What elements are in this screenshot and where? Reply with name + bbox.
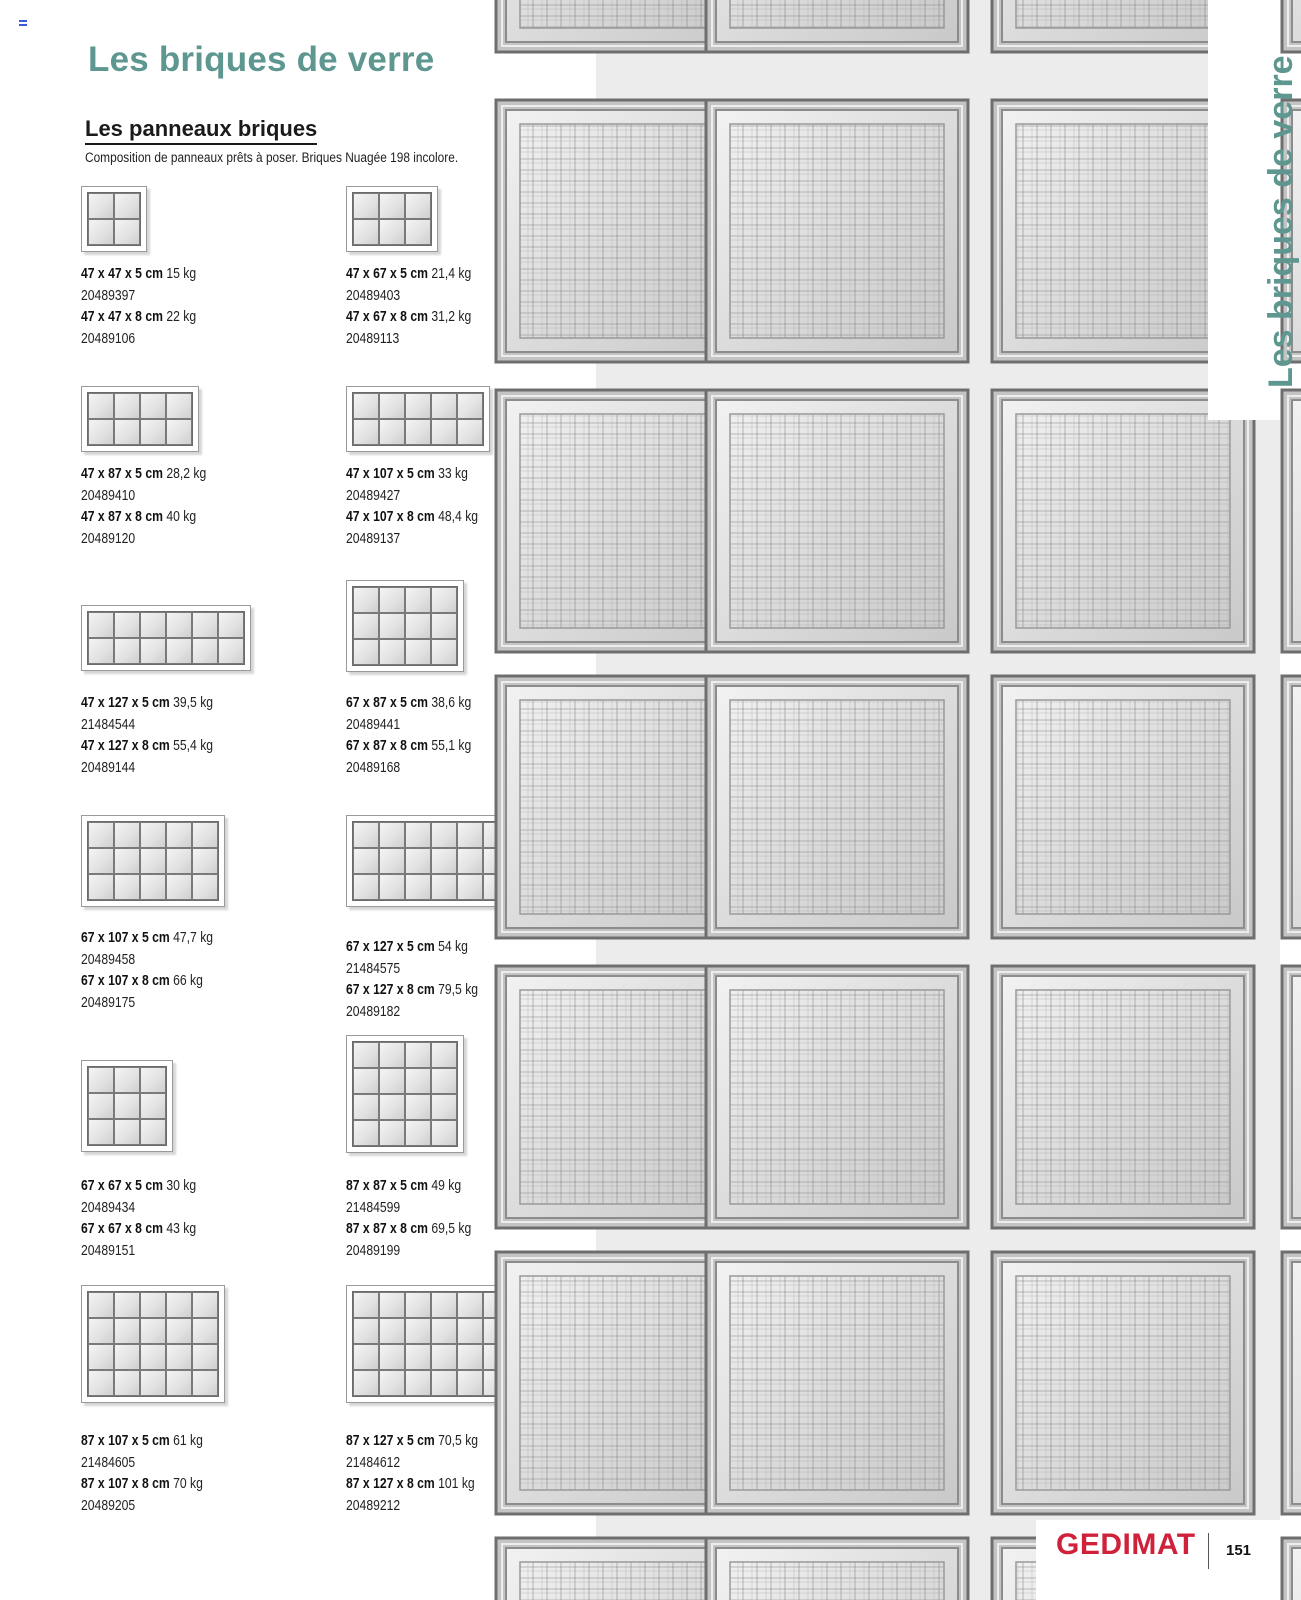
spec-reference: 20489106	[81, 330, 136, 347]
brick-cell	[166, 393, 192, 419]
brick-cell	[88, 219, 114, 245]
brick-cell	[353, 639, 379, 665]
brick-cell	[192, 1318, 218, 1344]
spec-dimensions: 47 x 87 x 5 cm	[81, 466, 163, 482]
spec-dimensions: 87 x 127 x 8 cm	[346, 1476, 435, 1492]
brick-cell	[353, 1120, 379, 1146]
brick-panel-diagram	[81, 386, 199, 452]
spec-dimensions: 87 x 127 x 5 cm	[346, 1433, 435, 1449]
spec-weight: 49 kg	[431, 1178, 462, 1194]
product-specs	[346, 937, 503, 1023]
product-specs	[346, 1431, 503, 1517]
brick-cell	[405, 1042, 431, 1068]
spec-size-weight	[81, 264, 196, 286]
spec-size-weight	[346, 1176, 471, 1198]
brick-cell	[431, 1120, 457, 1146]
brick-cell	[405, 1094, 431, 1120]
brick-cell	[114, 1344, 140, 1370]
brick-cell	[431, 874, 457, 900]
brick-cell	[192, 612, 218, 638]
brick-cell	[405, 874, 431, 900]
brick-cell	[218, 638, 244, 664]
brick-cell	[166, 419, 192, 445]
brick-panel-diagram	[346, 1285, 516, 1403]
brick-cell	[140, 1370, 166, 1396]
spec-dimensions: 67 x 87 x 8 cm	[346, 738, 428, 754]
spec-dimensions: 67 x 67 x 8 cm	[81, 1221, 163, 1237]
brick-cell	[114, 419, 140, 445]
brick-cell	[405, 393, 431, 419]
brick-cell	[405, 193, 431, 219]
corner-mark	[19, 20, 27, 26]
brick-cell	[353, 1370, 379, 1396]
product-specs	[346, 464, 503, 550]
brick-cell	[114, 219, 140, 245]
spec-size-weight	[346, 1219, 471, 1241]
spec-size-weight	[346, 464, 478, 486]
spec-size-weight	[81, 693, 213, 715]
spec-reference: 20489403	[346, 287, 401, 304]
brick-cell	[166, 1344, 192, 1370]
spec-size-weight	[346, 1474, 478, 1496]
brick-cell	[405, 1068, 431, 1094]
brick-cell	[166, 848, 192, 874]
spec-size-weight	[81, 736, 213, 758]
brick-cell	[353, 848, 379, 874]
spec-reference: 21484575	[346, 960, 401, 977]
brick-cell	[114, 874, 140, 900]
brick-cell	[353, 1292, 379, 1318]
spec-weight: 61 kg	[173, 1433, 203, 1449]
brick-cell	[457, 1318, 483, 1344]
brick-cell	[140, 612, 166, 638]
brick-cell	[353, 1094, 379, 1120]
brick-cell	[166, 638, 192, 664]
spec-reference: 20489397	[81, 287, 136, 304]
brick-cell	[405, 1344, 431, 1370]
spec-weight: 69,5 kg	[431, 1221, 472, 1237]
brick-cell	[140, 1292, 166, 1318]
spec-reference: 20489151	[81, 1242, 136, 1259]
brick-cell	[140, 874, 166, 900]
brick-cell	[379, 1120, 405, 1146]
spec-weight: 70,5 kg	[438, 1433, 479, 1449]
brick-cell	[192, 822, 218, 848]
page-title: Les briques de verre	[88, 40, 435, 79]
brick-cell	[379, 419, 405, 445]
brick-cell	[166, 612, 192, 638]
brick-cell	[140, 638, 166, 664]
brick-panel-diagram	[81, 815, 225, 907]
spec-size-weight	[81, 1474, 203, 1496]
spec-size-weight	[346, 736, 471, 758]
spec-weight: 21,4 kg	[431, 266, 472, 282]
product-specs	[81, 928, 238, 1014]
brick-cell	[457, 1344, 483, 1370]
brick-panel-diagram	[346, 580, 464, 672]
spec-dimensions: 87 x 87 x 5 cm	[346, 1178, 428, 1194]
spec-reference: 20489144	[81, 759, 136, 776]
brick-cell	[140, 1344, 166, 1370]
brick-cell	[88, 638, 114, 664]
brick-cell	[114, 1067, 140, 1093]
brick-panel-diagram	[346, 186, 438, 252]
brick-cell	[114, 1292, 140, 1318]
brick-cell	[88, 1318, 114, 1344]
spec-size-weight	[346, 507, 478, 529]
brick-cell	[88, 822, 114, 848]
spec-reference: 20489199	[346, 1242, 401, 1259]
spec-weight: 22 kg	[166, 309, 197, 325]
brick-cell	[405, 613, 431, 639]
spec-dimensions: 67 x 67 x 5 cm	[81, 1178, 163, 1194]
spec-reference: 20489205	[81, 1497, 136, 1514]
spec-weight: 47,7 kg	[173, 930, 214, 946]
brick-panel-diagram	[81, 186, 147, 252]
spec-reference: 21484612	[346, 1454, 401, 1471]
brick-cell	[379, 848, 405, 874]
brick-cell	[192, 874, 218, 900]
spec-size-weight	[81, 307, 196, 329]
spec-size-weight	[81, 1176, 196, 1198]
spec-size-weight	[81, 464, 206, 486]
brick-cell	[140, 419, 166, 445]
brick-cell	[431, 613, 457, 639]
product-specs	[81, 1431, 226, 1517]
brick-cell	[379, 1042, 405, 1068]
brick-cell	[114, 822, 140, 848]
spec-reference: 20489175	[81, 994, 136, 1011]
brick-cell	[140, 1119, 166, 1145]
brick-cell	[431, 393, 457, 419]
brick-cell	[353, 1042, 379, 1068]
product-specs	[81, 264, 218, 350]
brick-cell	[431, 1344, 457, 1370]
brick-cell	[405, 587, 431, 613]
brick-cell	[405, 639, 431, 665]
brick-cell	[379, 587, 405, 613]
product-specs	[346, 1176, 495, 1262]
brick-cell	[431, 419, 457, 445]
brick-cell	[88, 193, 114, 219]
spec-weight: 33 kg	[438, 466, 468, 482]
brick-cell	[114, 638, 140, 664]
brick-cell	[88, 1119, 114, 1145]
brick-cell	[431, 848, 457, 874]
brick-cell	[405, 1292, 431, 1318]
spec-dimensions: 67 x 107 x 8 cm	[81, 973, 170, 989]
gedimat-logo: GEDIMAT	[1056, 1528, 1196, 1561]
spec-weight: 30 kg	[166, 1178, 197, 1194]
brick-cell	[114, 1370, 140, 1396]
spec-dimensions: 87 x 87 x 8 cm	[346, 1221, 428, 1237]
brick-cell	[379, 1370, 405, 1396]
brick-cell	[379, 1318, 405, 1344]
spec-reference: 20489434	[81, 1199, 136, 1216]
product-specs	[81, 693, 238, 779]
spec-dimensions: 47 x 107 x 8 cm	[346, 509, 435, 525]
spec-reference: 20489182	[346, 1003, 401, 1020]
section-description: Composition de panneaux prêts à poser. Briques Nuagée 198 incolore.	[85, 150, 459, 165]
brick-cell	[353, 1068, 379, 1094]
spec-reference: 21484605	[81, 1454, 136, 1471]
brick-cell	[114, 393, 140, 419]
spec-reference: 20489427	[346, 487, 401, 504]
brick-cell	[166, 1370, 192, 1396]
brick-cell	[457, 393, 483, 419]
section-title: Les panneaux briques	[85, 116, 317, 145]
spec-dimensions: 47 x 87 x 8 cm	[81, 509, 163, 525]
brick-cell	[192, 1344, 218, 1370]
spec-weight: 54 kg	[438, 939, 468, 955]
brick-cell	[192, 1370, 218, 1396]
footer-divider	[1208, 1533, 1209, 1569]
brick-panel-diagram	[81, 605, 251, 671]
brick-cell	[88, 848, 114, 874]
spec-dimensions: 47 x 127 x 5 cm	[81, 695, 170, 711]
brick-cell	[166, 874, 192, 900]
spec-dimensions: 47 x 67 x 5 cm	[346, 266, 428, 282]
brick-cell	[353, 419, 379, 445]
brick-cell	[114, 1119, 140, 1145]
spec-size-weight	[346, 693, 471, 715]
spec-reference: 20489137	[346, 530, 401, 547]
spec-weight: 40 kg	[166, 509, 197, 525]
spec-size-weight	[81, 507, 206, 529]
brick-cell	[379, 822, 405, 848]
brick-cell	[405, 848, 431, 874]
spec-reference: 21484599	[346, 1199, 401, 1216]
brick-cell	[405, 822, 431, 848]
brick-panel-diagram	[346, 815, 516, 907]
spec-dimensions: 67 x 127 x 8 cm	[346, 982, 435, 998]
spec-dimensions: 87 x 107 x 5 cm	[81, 1433, 170, 1449]
spec-weight: 39,5 kg	[173, 695, 214, 711]
brick-cell	[114, 848, 140, 874]
brick-panel-diagram	[81, 1060, 173, 1152]
brick-cell	[88, 1292, 114, 1318]
spec-reference: 21484544	[81, 716, 136, 733]
spec-size-weight	[81, 928, 213, 950]
brick-cell	[431, 639, 457, 665]
spec-reference: 20489441	[346, 716, 401, 733]
brick-cell	[140, 393, 166, 419]
side-title: Les briques de verre	[1262, 55, 1300, 388]
spec-dimensions: 67 x 107 x 5 cm	[81, 930, 170, 946]
brick-cell	[192, 638, 218, 664]
brick-cell	[192, 1292, 218, 1318]
brick-cell	[353, 613, 379, 639]
spec-size-weight	[346, 937, 478, 959]
brick-cell	[379, 393, 405, 419]
spec-weight: 101 kg	[438, 1476, 475, 1492]
brick-cell	[379, 1344, 405, 1370]
spec-reference: 20489458	[81, 951, 136, 968]
brick-panel-diagram	[346, 386, 490, 452]
brick-cell	[88, 874, 114, 900]
spec-dimensions: 47 x 47 x 8 cm	[81, 309, 163, 325]
brick-cell	[140, 1093, 166, 1119]
spec-size-weight	[346, 980, 478, 1002]
product-specs	[346, 264, 495, 350]
brick-cell	[114, 1093, 140, 1119]
brick-cell	[88, 612, 114, 638]
spec-dimensions: 87 x 107 x 8 cm	[81, 1476, 170, 1492]
brick-cell	[457, 1370, 483, 1396]
brick-cell	[140, 1067, 166, 1093]
spec-reference: 20489168	[346, 759, 401, 776]
brick-cell	[379, 1292, 405, 1318]
brick-cell	[353, 874, 379, 900]
brick-cell	[88, 419, 114, 445]
brick-panel-diagram	[81, 1285, 225, 1403]
spec-reference: 20489410	[81, 487, 136, 504]
brick-cell	[166, 822, 192, 848]
brick-cell	[431, 1370, 457, 1396]
brick-cell	[88, 1370, 114, 1396]
brick-cell	[405, 1370, 431, 1396]
brick-cell	[431, 1068, 457, 1094]
brick-cell	[140, 848, 166, 874]
brick-cell	[114, 193, 140, 219]
brick-cell	[218, 612, 244, 638]
spec-size-weight	[81, 971, 213, 993]
brick-panel-diagram	[346, 1035, 464, 1153]
spec-reference: 20489120	[81, 530, 136, 547]
spec-size-weight	[346, 307, 471, 329]
product-specs	[81, 464, 230, 550]
brick-cell	[405, 219, 431, 245]
spec-weight: 38,6 kg	[431, 695, 472, 711]
brick-cell	[431, 1292, 457, 1318]
brick-cell	[379, 1068, 405, 1094]
brick-cell	[114, 1318, 140, 1344]
brick-cell	[379, 219, 405, 245]
brick-cell	[192, 848, 218, 874]
brick-cell	[353, 1344, 379, 1370]
brick-cell	[88, 1093, 114, 1119]
product-specs	[81, 1176, 218, 1262]
spec-reference: 20489113	[346, 330, 400, 347]
brick-cell	[166, 1318, 192, 1344]
spec-size-weight	[346, 1431, 478, 1453]
spec-weight: 31,2 kg	[431, 309, 472, 325]
spec-size-weight	[81, 1219, 196, 1241]
brick-cell	[353, 193, 379, 219]
page-number: 151	[1226, 1542, 1252, 1559]
spec-weight: 28,2 kg	[166, 466, 207, 482]
spec-reference: 20489212	[346, 1497, 401, 1514]
brick-cell	[353, 587, 379, 613]
spec-dimensions: 47 x 47 x 5 cm	[81, 266, 163, 282]
brick-cell	[353, 1318, 379, 1344]
brick-cell	[353, 393, 379, 419]
spec-weight: 55,1 kg	[431, 738, 472, 754]
brick-cell	[431, 822, 457, 848]
glass-brick-photo	[596, 0, 1280, 1600]
spec-dimensions: 47 x 107 x 5 cm	[346, 466, 435, 482]
brick-cell	[353, 822, 379, 848]
spec-weight: 48,4 kg	[438, 509, 479, 525]
brick-cell	[457, 822, 483, 848]
brick-cell	[405, 1120, 431, 1146]
brick-cell	[405, 419, 431, 445]
product-specs	[346, 693, 495, 779]
brick-cell	[379, 874, 405, 900]
glass-brick-texture	[596, 0, 1280, 1600]
spec-weight: 79,5 kg	[438, 982, 479, 998]
brick-cell	[140, 822, 166, 848]
brick-cell	[405, 1318, 431, 1344]
brick-cell	[431, 1042, 457, 1068]
brick-cell	[88, 1344, 114, 1370]
brick-cell	[379, 193, 405, 219]
brick-cell	[140, 1318, 166, 1344]
brick-cell	[431, 587, 457, 613]
spec-weight: 55,4 kg	[173, 738, 214, 754]
spec-dimensions: 67 x 87 x 5 cm	[346, 695, 428, 711]
brick-cell	[379, 639, 405, 665]
brick-cell	[379, 1094, 405, 1120]
brick-cell	[88, 1067, 114, 1093]
spec-dimensions: 67 x 127 x 5 cm	[346, 939, 435, 955]
spec-size-weight	[81, 1431, 203, 1453]
brick-cell	[457, 419, 483, 445]
spec-dimensions: 47 x 67 x 8 cm	[346, 309, 428, 325]
brick-cell	[166, 1292, 192, 1318]
brick-cell	[431, 1094, 457, 1120]
spec-weight: 70 kg	[173, 1476, 203, 1492]
brick-cell	[457, 1292, 483, 1318]
brick-cell	[379, 613, 405, 639]
brick-cell	[88, 393, 114, 419]
spec-weight: 66 kg	[173, 973, 203, 989]
brick-cell	[457, 874, 483, 900]
spec-dimensions: 47 x 127 x 8 cm	[81, 738, 170, 754]
brick-cell	[114, 612, 140, 638]
brick-cell	[353, 219, 379, 245]
brick-cell	[457, 848, 483, 874]
spec-weight: 15 kg	[166, 266, 197, 282]
brick-cell	[431, 1318, 457, 1344]
spec-size-weight	[346, 264, 471, 286]
spec-weight: 43 kg	[166, 1221, 197, 1237]
